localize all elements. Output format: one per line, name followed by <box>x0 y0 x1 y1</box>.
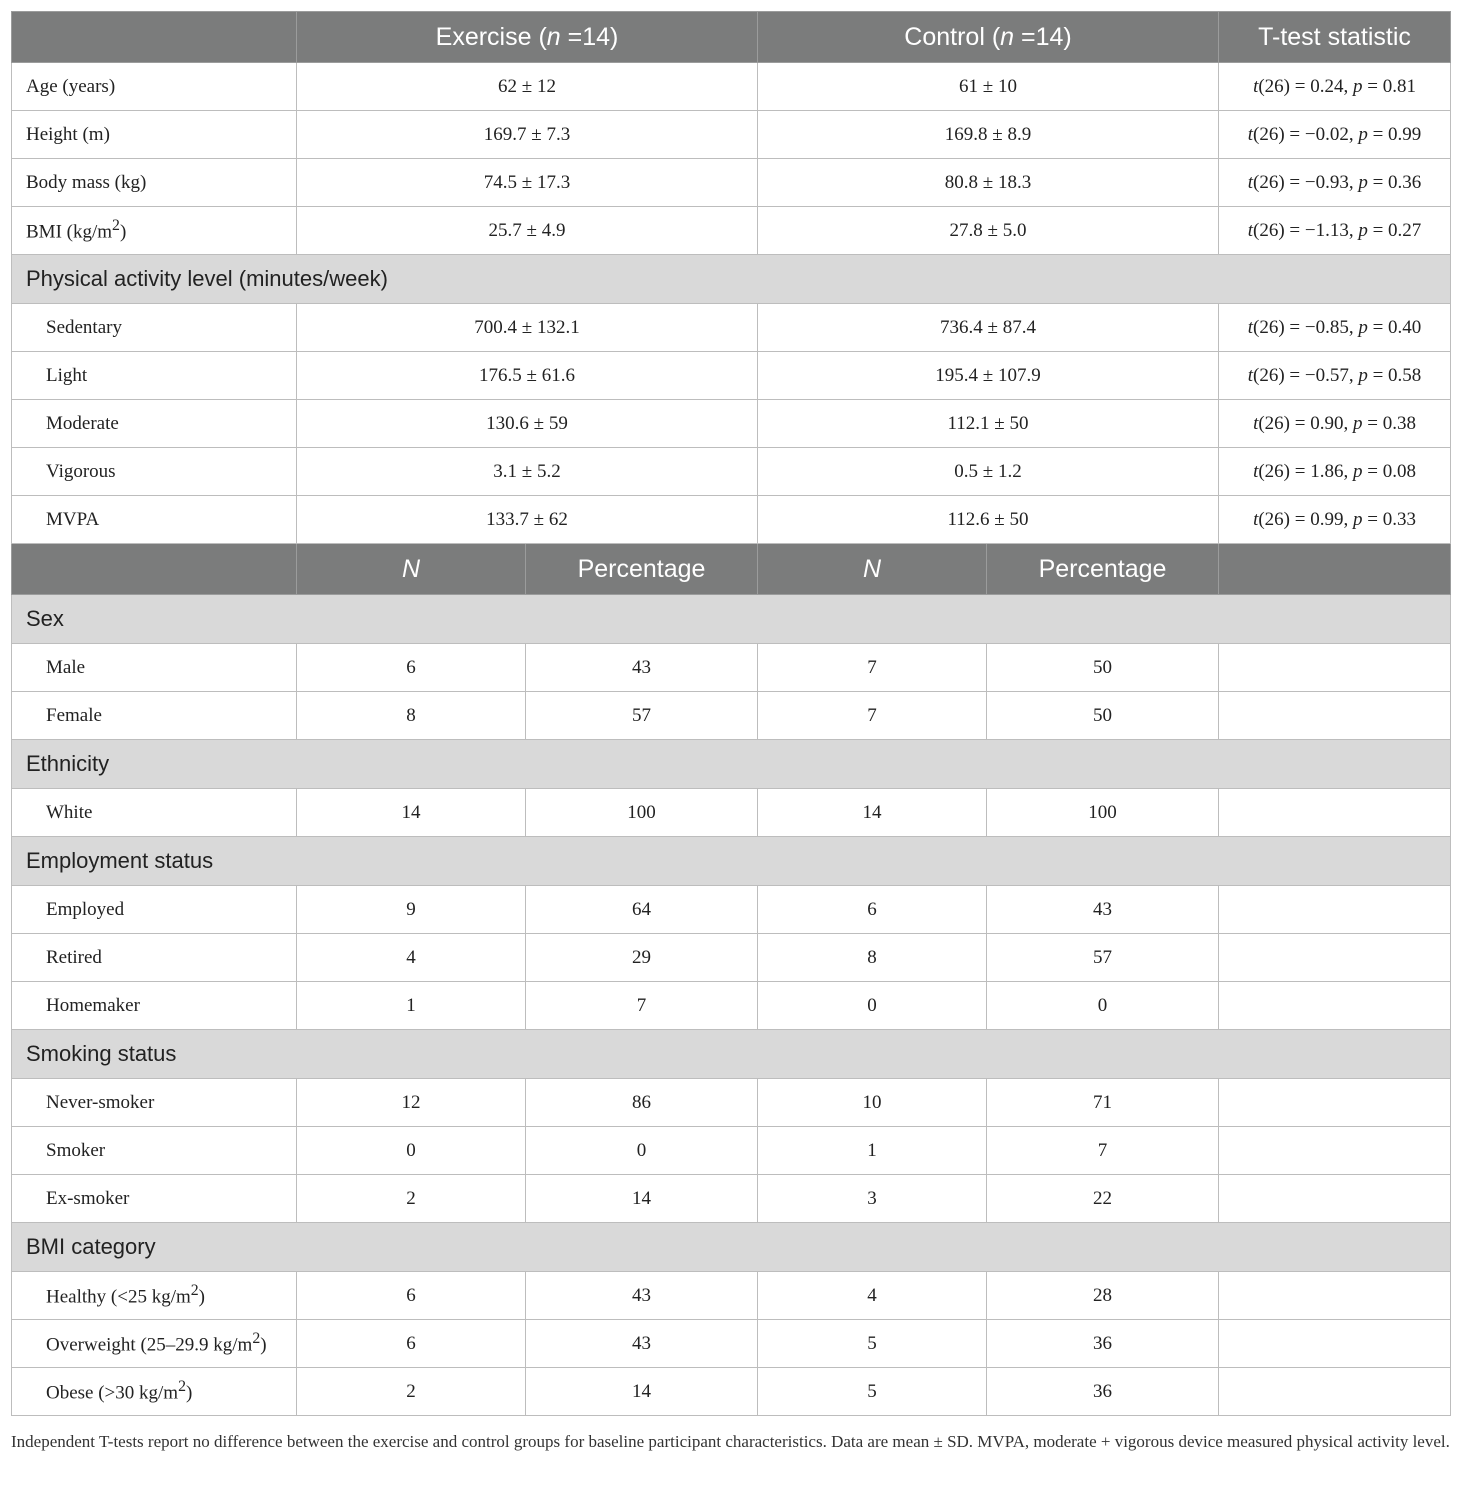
table-row <box>12 692 1451 740</box>
row-label: Healthy (<25 $kg/m^2$) <box>12 1272 297 1320</box>
header-blank-cell <box>12 12 297 63</box>
table-row <box>12 1272 1451 1320</box>
ttest-empty-cell <box>1219 1127 1451 1175</box>
header-row <box>12 12 1451 63</box>
ttest-empty-cell <box>1219 1368 1451 1416</box>
row-label: Moderate <box>12 400 297 448</box>
exercise-percentage: 57 <box>526 692 758 740</box>
table-row <box>12 886 1451 934</box>
subheader-row <box>12 544 1451 595</box>
header-control: Control (n =14) <box>758 12 1219 63</box>
ttest-empty-cell <box>1219 982 1451 1030</box>
exercise-percentage: 29 <box>526 934 758 982</box>
table-row <box>12 644 1451 692</box>
control-n: 3 <box>758 1175 987 1223</box>
control-percentage: 7 <box>987 1127 1219 1175</box>
row-label: BMI $(kg/m^2)$ <box>12 207 297 255</box>
control-value: 0.5 ± 1.2 <box>758 448 1219 496</box>
control-percentage: 36 <box>987 1368 1219 1416</box>
row-label: Obese (>30 $kg/m^2$) <box>12 1368 297 1416</box>
ttest-value: t(26) = −0.93, p = 0.36 <box>1219 159 1451 207</box>
control-n: 1 <box>758 1127 987 1175</box>
row-label: Overweight (25–29.9 $kg/m^2$) <box>12 1320 297 1368</box>
control-percentage: 43 <box>987 886 1219 934</box>
row-label: Retired <box>12 934 297 982</box>
row-label: Smoker <box>12 1127 297 1175</box>
control-value: 736.4 ± 87.4 <box>758 304 1219 352</box>
exercise-value: 176.5 ± 61.6 <box>297 352 758 400</box>
control-n: 6 <box>758 886 987 934</box>
row-label: Sedentary <box>12 304 297 352</box>
row-label: Age (years) <box>12 63 297 111</box>
control-n: 5 <box>758 1320 987 1368</box>
row-label: Height (m) <box>12 111 297 159</box>
ttest-value: t(26) = 0.99, p = 0.33 <box>1219 496 1451 544</box>
control-percentage: 22 <box>987 1175 1219 1223</box>
exercise-n: 2 <box>297 1368 526 1416</box>
exercise-value: 62 ± 12 <box>297 63 758 111</box>
section-title: Smoking status <box>12 1030 1451 1079</box>
ttest-empty-cell <box>1219 886 1451 934</box>
exercise-n: 4 <box>297 934 526 982</box>
exercise-percentage: 0 <box>526 1127 758 1175</box>
exercise-n: 0 <box>297 1127 526 1175</box>
exercise-value: 74.5 ± 17.3 <box>297 159 758 207</box>
control-value: 61 ± 10 <box>758 63 1219 111</box>
ttest-value: t(26) = −1.13, p = 0.27 <box>1219 207 1451 255</box>
section-row <box>12 1030 1451 1079</box>
ttest-empty-cell <box>1219 644 1451 692</box>
control-percentage: 50 <box>987 644 1219 692</box>
exercise-value: 25.7 ± 4.9 <box>297 207 758 255</box>
section-title: BMI category <box>12 1223 1451 1272</box>
control-n: 7 <box>758 644 987 692</box>
table-row <box>12 1079 1451 1127</box>
control-n: 10 <box>758 1079 987 1127</box>
table-footnote: Independent T-tests report no difference between the exercise and control groups for baseline participant characteristics. Data are mean ± SD. MVPA, moderate + vigorous device measured physical activity level. <box>11 1432 1450 1451</box>
ttest-value: t(26) = −0.57, p = 0.58 <box>1219 352 1451 400</box>
row-label: Light <box>12 352 297 400</box>
exercise-value: 133.7 ± 62 <box>297 496 758 544</box>
control-n: 7 <box>758 692 987 740</box>
table-row <box>12 934 1451 982</box>
table-row <box>12 63 1451 111</box>
exercise-n: 12 <box>297 1079 526 1127</box>
table-row <box>12 159 1451 207</box>
exercise-percentage: 43 <box>526 1272 758 1320</box>
exercise-value: 169.7 ± 7.3 <box>297 111 758 159</box>
row-label: MVPA <box>12 496 297 544</box>
exercise-percentage: 14 <box>526 1368 758 1416</box>
table-row <box>12 1320 1451 1368</box>
control-value: 27.8 ± 5.0 <box>758 207 1219 255</box>
section-title: Physical activity level (minutes/week) <box>12 255 1451 304</box>
subheader-control-n: N <box>758 544 987 595</box>
header-exercise: Exercise (n =14) <box>297 12 758 63</box>
row-label: Female <box>12 692 297 740</box>
control-n: 8 <box>758 934 987 982</box>
exercise-value: 3.1 ± 5.2 <box>297 448 758 496</box>
control-percentage: 50 <box>987 692 1219 740</box>
exercise-percentage: 43 <box>526 644 758 692</box>
control-percentage: 100 <box>987 789 1219 837</box>
subheader-control-percentage: Percentage <box>987 544 1219 595</box>
section-title: Employment status <box>12 837 1451 886</box>
exercise-n: 9 <box>297 886 526 934</box>
row-label: Employed <box>12 886 297 934</box>
ttest-empty-cell <box>1219 692 1451 740</box>
table-row <box>12 982 1451 1030</box>
ttest-value: t(26) = 0.90, p = 0.38 <box>1219 400 1451 448</box>
section-row <box>12 740 1451 789</box>
ttest-value: t(26) = 0.24, p = 0.81 <box>1219 63 1451 111</box>
baseline-characteristics-table <box>11 11 1451 1416</box>
control-percentage: 36 <box>987 1320 1219 1368</box>
control-n: 4 <box>758 1272 987 1320</box>
control-n: 14 <box>758 789 987 837</box>
ttest-value: t(26) = 1.86, p = 0.08 <box>1219 448 1451 496</box>
ttest-empty-cell <box>1219 1079 1451 1127</box>
table-row <box>12 207 1451 255</box>
section-row <box>12 1223 1451 1272</box>
ttest-value: t(26) = −0.02, p = 0.99 <box>1219 111 1451 159</box>
row-label: Homemaker <box>12 982 297 1030</box>
control-value: 195.4 ± 107.9 <box>758 352 1219 400</box>
section-row <box>12 595 1451 644</box>
exercise-n: 6 <box>297 644 526 692</box>
exercise-n: 8 <box>297 692 526 740</box>
row-label: Male <box>12 644 297 692</box>
control-n: 5 <box>758 1368 987 1416</box>
exercise-percentage: 86 <box>526 1079 758 1127</box>
control-percentage: 28 <box>987 1272 1219 1320</box>
ttest-empty-cell <box>1219 1272 1451 1320</box>
subheader-exercise-n: N <box>297 544 526 595</box>
subheader-exercise-percentage: Percentage <box>526 544 758 595</box>
exercise-percentage: 14 <box>526 1175 758 1223</box>
control-value: 80.8 ± 18.3 <box>758 159 1219 207</box>
table-row <box>12 448 1451 496</box>
exercise-percentage: 7 <box>526 982 758 1030</box>
control-n: 0 <box>758 982 987 1030</box>
exercise-value: 130.6 ± 59 <box>297 400 758 448</box>
exercise-value: 700.4 ± 132.1 <box>297 304 758 352</box>
table-row <box>12 1368 1451 1416</box>
table-row <box>12 400 1451 448</box>
exercise-percentage: 43 <box>526 1320 758 1368</box>
ttest-empty-cell <box>1219 789 1451 837</box>
section-title: Ethnicity <box>12 740 1451 789</box>
exercise-percentage: 100 <box>526 789 758 837</box>
table-row <box>12 496 1451 544</box>
exercise-n: 2 <box>297 1175 526 1223</box>
subheader-blank-cell <box>12 544 297 595</box>
control-value: 169.8 ± 8.9 <box>758 111 1219 159</box>
exercise-n: 6 <box>297 1272 526 1320</box>
control-value: 112.1 ± 50 <box>758 400 1219 448</box>
row-label: Never-smoker <box>12 1079 297 1127</box>
exercise-n: 1 <box>297 982 526 1030</box>
section-row <box>12 837 1451 886</box>
table-row <box>12 304 1451 352</box>
row-label: Ex-smoker <box>12 1175 297 1223</box>
ttest-value: t(26) = −0.85, p = 0.40 <box>1219 304 1451 352</box>
control-value: 112.6 ± 50 <box>758 496 1219 544</box>
exercise-percentage: 64 <box>526 886 758 934</box>
control-percentage: 57 <box>987 934 1219 982</box>
table-row <box>12 1175 1451 1223</box>
exercise-n: 6 <box>297 1320 526 1368</box>
ttest-empty-cell <box>1219 934 1451 982</box>
table-row <box>12 789 1451 837</box>
row-label: Body mass (kg) <box>12 159 297 207</box>
control-percentage: 0 <box>987 982 1219 1030</box>
subheader-blank-cell <box>1219 544 1451 595</box>
row-label: Vigorous <box>12 448 297 496</box>
row-label: White <box>12 789 297 837</box>
table-row <box>12 111 1451 159</box>
table-row <box>12 352 1451 400</box>
table-row <box>12 1127 1451 1175</box>
ttest-empty-cell <box>1219 1175 1451 1223</box>
exercise-n: 14 <box>297 789 526 837</box>
header-ttest: T-test statistic <box>1219 12 1451 63</box>
section-row <box>12 255 1451 304</box>
control-percentage: 71 <box>987 1079 1219 1127</box>
section-title: Sex <box>12 595 1451 644</box>
ttest-empty-cell <box>1219 1320 1451 1368</box>
